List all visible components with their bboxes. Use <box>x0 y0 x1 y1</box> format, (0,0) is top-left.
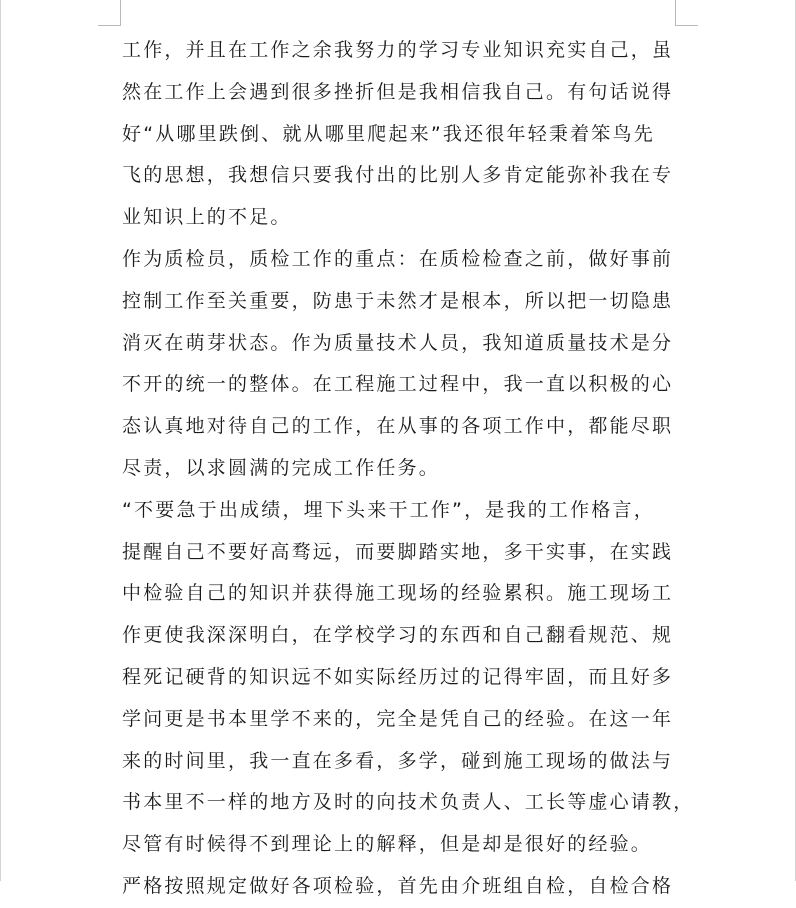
text-line: 飞的思想，我想信只要我付出的比别人多肯定能弥补我在专 <box>122 164 674 187</box>
paragraph <box>122 866 686 908</box>
text-line: 严格按照规定做好各项检验，首先由介班组自检，自检合格 <box>122 874 674 897</box>
paragraph <box>122 490 695 866</box>
text-line: 作更使我深深明白，在学校学习的东西和自己翻看规范、规 <box>122 624 674 647</box>
text-line: 工作，并且在工作之余我努力的学习专业知识充实自己，虽 <box>122 39 674 61</box>
text-line: 提醒自己不要好高骛远，而要脚踏实地，多干实事，在实践 <box>122 540 674 563</box>
text-line: 来的时间里，我一直在多看，多学，碰到施工现场的做法与 <box>122 749 674 772</box>
document-body[interactable] <box>122 30 695 908</box>
text-line: 态认真地对待自己的工作，在从事的各项工作中，都能尽职 <box>122 415 674 438</box>
crop-mark-top-right <box>675 25 698 26</box>
text-line: 控制工作至关重要，防患于未然才是根本，所以把一切隐患 <box>122 289 674 312</box>
text-line: 尽管有时候得不到理论上的解释，但是却是很好的经验。 <box>122 833 653 856</box>
text-line: 尽责，以求圆满的完成工作任务。 <box>122 456 441 479</box>
text-line: 不开的统一的整体。在工程施工过程中，我一直以积极的心 <box>122 373 674 396</box>
paragraph <box>122 30 686 239</box>
text-line: 作为质检员，质检工作的重点：在质检检查之前，做好事前 <box>122 247 674 270</box>
text-line: 业知识上的不足。 <box>122 206 292 229</box>
crop-mark-top-right <box>675 0 676 25</box>
crop-mark-top-left <box>120 0 121 25</box>
crop-mark-top-left <box>98 25 121 26</box>
text-line: 书本里不一样的地方及时的向技术负责人、工长等虚心请教， <box>122 791 695 814</box>
text-line: 中检验自己的知识并获得施工现场的经验累积。施工现场工 <box>122 582 674 605</box>
text-line: 学问更是书本里学不来的，完全是凭自己的经验。在这一年 <box>122 707 674 730</box>
text-line: 消灭在萌芽状态。作为质量技术人员，我知道质量技术是分 <box>122 331 674 354</box>
text-line: 好“从哪里跌倒、就从哪里爬起来”我还很年轻秉着笨鸟先 <box>122 122 655 145</box>
paragraph <box>122 239 686 490</box>
text-line: 然在工作上会遇到很多挫折但是我相信我自己。有句话说得 <box>122 80 674 103</box>
text-line: 程死记硬背的知识远不如实际经历过的记得牢固，而且好多 <box>122 665 674 688</box>
text-line: “不要急于出成绩，埋下头来干工作”，是我的工作格言， <box>122 498 655 521</box>
